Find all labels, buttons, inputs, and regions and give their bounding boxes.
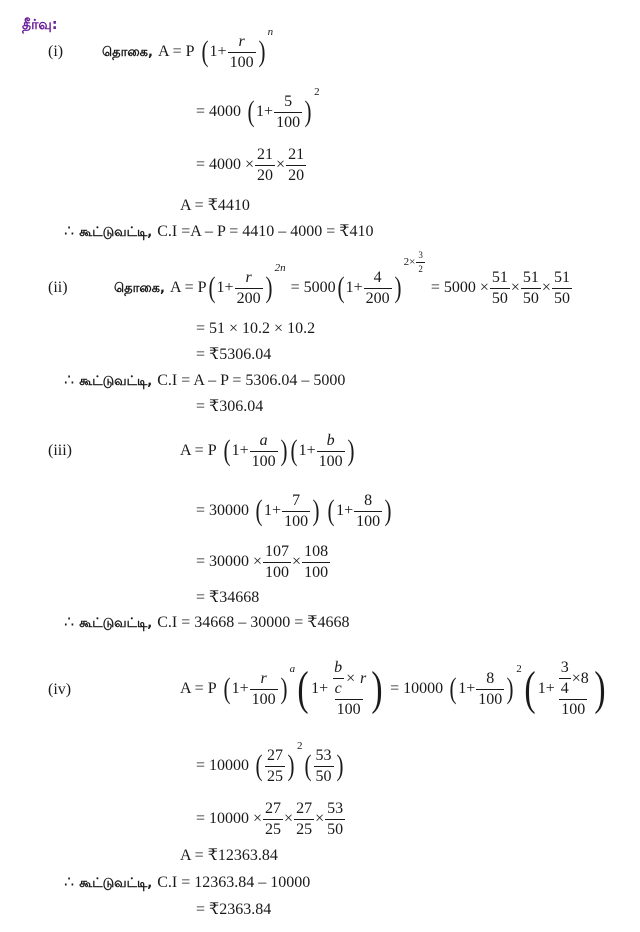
part-iv-line3 [196,799,346,839]
one-plus: 1+ [231,442,249,459]
part-iv-label: (iv) [48,681,72,698]
fraction-7-100: $\frac{7}{100}$ [284,491,309,530]
one-plus: 1+ [256,103,274,120]
fraction-bc-r-100: $\frac{b}{c}$ × r 100 [334,659,367,718]
therefore-sign: ∴ [64,372,75,389]
value-30000-times: = 30000 × [196,553,263,570]
paren-group: ( 1+ $\frac{7}{100}$ ) [255,491,320,530]
one-plus: 1+ [311,680,329,697]
value-30000: = 30000 [196,502,250,519]
paren-group: ( 1+ $\frac{r}{100}$ ) [223,669,288,708]
ci-equation: C.I = 12363.84 – 10000 [157,874,311,891]
fraction-r-100: $\frac{r}{100}$ [229,32,254,71]
exponent-2: 2 [314,85,320,98]
part-ii-line1 [114,249,573,308]
times-sign: × [510,279,520,296]
paren-group-tall: ( 1+ $\frac{3}{4}$ ×8 100 ) [524,659,606,718]
formula-start: A = P [180,680,217,697]
part-iii-line2 [196,491,393,531]
exponent-n: n [267,25,274,38]
value-4000: = 4000 [196,103,242,120]
part-iii-line1 [180,431,356,471]
part-ii-label: (ii) [48,279,68,296]
ci-equation: C.I = 34668 – 30000 = ₹4668 [157,614,350,631]
one-plus: 1+ [537,680,555,697]
koottuvatti-label: கூட்டுவட்டி, [79,224,153,240]
fraction-5-100: $\frac{5}{100}$ [276,92,301,131]
fraction-a-100: $\frac{a}{100}$ [251,431,276,470]
times-sign: × [315,810,325,827]
part-iii-ci-line [64,615,349,631]
fraction-108-100: $\frac{108}{100}$ [304,542,329,581]
paren-group: ( 1+ $\frac{r}{100}$ ) [201,32,266,71]
times-sign: × [284,810,294,827]
one-plus: 1+ [231,680,249,697]
exponent-2x3-2: 2× $\frac{3}{2}$ [403,249,423,274]
part-i-line1 [102,25,274,72]
therefore-sign: ∴ [64,874,75,891]
paren-group: ( 1+ $\frac{b}{100}$ ) [290,431,355,470]
value-10000-times: = 10000 × [196,810,263,827]
value-5000-times: = 5000 × [430,279,489,296]
fraction-8-100: $\frac{8}{100}$ [478,669,503,708]
fraction-b-100: $\frac{b}{100}$ [318,431,343,470]
value-5000: = 5000 [290,279,336,296]
koottuvatti-label: கூட்டுவட்டி, [79,875,153,891]
fraction-r-200: $\frac{r}{200}$ [236,268,261,307]
formula-start: A = P [169,279,207,296]
fraction-27-25: $\frac{27}{25}$ [296,799,313,838]
one-plus: 1+ [336,502,354,519]
times-sign: × [276,156,286,173]
value-10000: = 10000 [196,757,250,774]
paren-group: ( 1+ $\frac{8}{100}$ ) [449,669,514,708]
paren-group: ( 1+ $\frac{5}{100}$ ) [247,92,312,131]
part-ii-line2: = 51 × 10.2 × 10.2 [196,320,316,337]
fraction-4-200: $\frac{4}{200}$ [365,268,390,307]
exponent-2: 2 [297,739,303,752]
part-i-ci-line [64,224,373,240]
paren-group-tall: ( 1+ $\frac{b}{c}$ × r 100 ) [297,659,383,718]
formula-start: A = P [180,442,217,459]
therefore-sign: ∴ [64,614,75,631]
koottuvatti-label: கூட்டுவட்டி, [79,615,153,631]
ci-equation: C.I =A – P = 4410 – 4000 = ₹410 [157,223,374,240]
one-plus: 1+ [458,680,476,697]
one-plus: 1+ [216,279,234,296]
part-iv-line1 [180,654,608,724]
part-iv-result: A = ₹12363.84 [180,847,278,864]
times-sign: × [541,279,551,296]
times-sign: × [292,553,302,570]
thogai-label: தொகை, [102,44,153,60]
one-plus: 1+ [298,442,316,459]
exponent-a: a [289,662,296,675]
thogai-label: தொகை, [114,280,165,296]
value-10000: = 10000 [390,680,444,697]
paren-group: ( 1+ $\frac{r}{200}$ ) [208,268,273,307]
part-i-result: A = ₹4410 [180,197,250,214]
paren-group: ( $\frac{27}{25}$ ) [255,746,295,785]
fraction-21-20: $\frac{21}{20}$ [288,145,305,184]
paren-group: ( 1+ $\frac{a}{100}$ ) [223,431,288,470]
part-iv-ci-result: = ₹2363.84 [196,901,272,918]
fraction-27-25: $\frac{27}{25}$ [265,799,282,838]
part-iii-line3 [196,542,331,582]
one-plus: 1+ [264,502,282,519]
part-ii-ci-result: = ₹306.04 [196,398,264,415]
part-i-line2 [196,85,320,132]
exponent-2: 2 [516,662,522,675]
value-4000-times: = 4000 × [196,156,255,173]
fraction-53-50: $\frac{53}{50}$ [327,799,344,838]
fraction-51-50: $\frac{51}{50}$ [491,268,508,307]
part-ii-ci-line [64,373,345,389]
one-plus: 1+ [345,279,363,296]
part-iii-label: (iii) [48,442,72,459]
fraction-r-100: $\frac{r}{100}$ [251,669,276,708]
koottuvatti-label: கூட்டுவட்டி, [79,373,153,389]
formula-start: A = P [157,43,195,60]
fraction-107-100: $\frac{107}{100}$ [265,542,290,581]
fraction-21-20: $\frac{21}{20}$ [257,145,274,184]
fraction-27-25: $\frac{27}{25}$ [267,746,284,785]
exponent-2n: 2n [274,261,286,274]
part-ii-line3: = ₹5306.04 [196,346,272,363]
fraction-51-50: $\frac{51}{50}$ [553,268,570,307]
paren-group: ( $\frac{53}{50}$ ) [304,746,344,785]
fraction-34x8-100: $\frac{3}{4}$ ×8 100 [560,659,589,718]
fraction-51-50: $\frac{51}{50}$ [522,268,539,307]
part-iv-line2 [196,739,345,788]
part-iv-ci-line [64,875,310,891]
one-plus: 1+ [209,43,227,60]
fraction-53-50: $\frac{53}{50}$ [315,746,332,785]
paren-group: ( 1+ $\frac{8}{100}$ ) [327,491,392,530]
paren-group: ( 1+ $\frac{4}{200}$ ) [337,268,402,307]
fraction-8-100: $\frac{8}{100}$ [356,491,381,530]
part-i-line3 [196,145,307,185]
solution-heading: தீர்வு: [22,17,58,33]
part-i-label: (i) [48,43,64,60]
ci-equation: C.I = A – P = 5306.04 – 5000 [157,372,346,389]
therefore-sign: ∴ [64,223,75,240]
part-iii-result: = ₹34668 [196,589,260,606]
